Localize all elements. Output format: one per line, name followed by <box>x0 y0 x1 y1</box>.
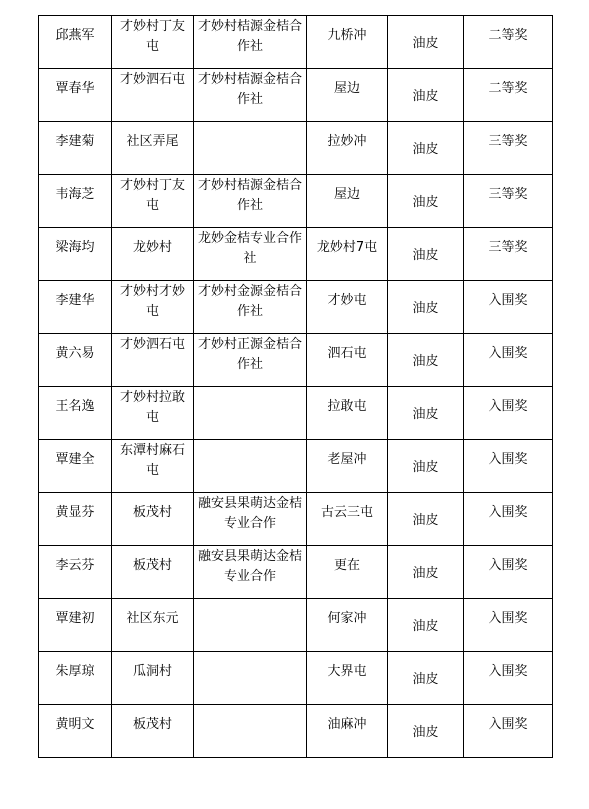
award-cell: 入围奖 <box>464 440 553 493</box>
cooperative-cell: 融安县果萌达金桔专业合作 <box>194 493 307 546</box>
name-cell: 李云芬 <box>39 546 112 599</box>
orchard-site-cell: 大界屯 <box>307 652 388 705</box>
award-cell: 入围奖 <box>464 652 553 705</box>
name-cell: 黄明文 <box>39 705 112 758</box>
cooperative-cell: 才妙村正源金桔合作社 <box>194 334 307 387</box>
orchard-site-cell: 拉敢屯 <box>307 387 388 440</box>
orchard-site-cell: 古云三屯 <box>307 493 388 546</box>
table-row <box>39 387 553 440</box>
cooperative-cell <box>194 122 307 175</box>
cooperative-cell <box>194 652 307 705</box>
award-cell: 入围奖 <box>464 334 553 387</box>
orchard-site-cell: 何家冲 <box>307 599 388 652</box>
cooperative-cell <box>194 705 307 758</box>
village-cell: 东潭村麻石屯 <box>112 440 194 493</box>
name-cell: 覃建初 <box>39 599 112 652</box>
name-cell: 李建菊 <box>39 122 112 175</box>
orchard-site-cell: 龙妙村7屯 <box>307 228 388 281</box>
name-cell: 覃春华 <box>39 69 112 122</box>
cooperative-cell <box>194 387 307 440</box>
award-cell: 三等奖 <box>464 122 553 175</box>
name-cell: 黄显芬 <box>39 493 112 546</box>
award-cell: 入围奖 <box>464 599 553 652</box>
award-cell: 入围奖 <box>464 387 553 440</box>
village-cell: 社区东元 <box>112 599 194 652</box>
village-cell: 社区弄尾 <box>112 122 194 175</box>
variety-cell: 油皮 <box>388 387 464 440</box>
variety-cell: 油皮 <box>388 652 464 705</box>
village-cell: 板茂村 <box>112 493 194 546</box>
award-cell: 二等奖 <box>464 16 553 69</box>
table-row <box>39 493 553 546</box>
variety-cell: 油皮 <box>388 122 464 175</box>
variety-cell: 油皮 <box>388 546 464 599</box>
award-cell: 三等奖 <box>464 228 553 281</box>
orchard-site-cell: 屋边 <box>307 69 388 122</box>
table-row <box>39 334 553 387</box>
cooperative-cell: 才妙村桔源金桔合作社 <box>194 69 307 122</box>
cooperative-cell: 融安县果萌达金桔专业合作 <box>194 546 307 599</box>
variety-cell: 油皮 <box>388 69 464 122</box>
cooperative-cell <box>194 599 307 652</box>
cooperative-cell: 才妙村金源金桔合作社 <box>194 281 307 334</box>
table-row <box>39 546 553 599</box>
name-cell: 李建华 <box>39 281 112 334</box>
name-cell: 韦海芝 <box>39 175 112 228</box>
village-cell: 板茂村 <box>112 705 194 758</box>
village-cell: 才妙泗石屯 <box>112 334 194 387</box>
variety-cell: 油皮 <box>388 705 464 758</box>
orchard-site-cell: 拉妙冲 <box>307 122 388 175</box>
orchard-site-cell: 老屋冲 <box>307 440 388 493</box>
cooperative-cell: 才妙村桔源金桔合作社 <box>194 16 307 69</box>
name-cell: 黄六易 <box>39 334 112 387</box>
variety-cell: 油皮 <box>388 493 464 546</box>
orchard-site-cell: 九桥冲 <box>307 16 388 69</box>
name-cell: 覃建全 <box>39 440 112 493</box>
table-row <box>39 16 553 69</box>
table-row <box>39 281 553 334</box>
orchard-site-cell: 才妙屯 <box>307 281 388 334</box>
table-row <box>39 705 553 758</box>
village-cell: 瓜洞村 <box>112 652 194 705</box>
award-table-body <box>39 16 553 758</box>
village-cell: 才妙村丁友屯 <box>112 16 194 69</box>
orchard-site-cell: 屋边 <box>307 175 388 228</box>
orchard-site-cell: 泗石屯 <box>307 334 388 387</box>
name-cell: 朱厚琼 <box>39 652 112 705</box>
table-row <box>39 652 553 705</box>
orchard-site-cell: 油麻冲 <box>307 705 388 758</box>
village-cell: 才妙村丁友屯 <box>112 175 194 228</box>
award-cell: 入围奖 <box>464 493 553 546</box>
variety-cell: 油皮 <box>388 281 464 334</box>
table-row <box>39 599 553 652</box>
cooperative-cell <box>194 440 307 493</box>
award-cell: 三等奖 <box>464 175 553 228</box>
award-table <box>38 15 553 758</box>
village-cell: 才妙村拉敢屯 <box>112 387 194 440</box>
table-row <box>39 69 553 122</box>
award-cell: 入围奖 <box>464 705 553 758</box>
cooperative-cell: 才妙村桔源金桔合作社 <box>194 175 307 228</box>
variety-cell: 油皮 <box>388 440 464 493</box>
cooperative-cell: 龙妙金桔专业合作社 <box>194 228 307 281</box>
village-cell: 才妙村才妙屯 <box>112 281 194 334</box>
variety-cell: 油皮 <box>388 16 464 69</box>
village-cell: 才妙泗石屯 <box>112 69 194 122</box>
variety-cell: 油皮 <box>388 228 464 281</box>
orchard-site-cell: 更在 <box>307 546 388 599</box>
table-row <box>39 228 553 281</box>
name-cell: 邱燕军 <box>39 16 112 69</box>
variety-cell: 油皮 <box>388 334 464 387</box>
village-cell: 板茂村 <box>112 546 194 599</box>
name-cell: 梁海均 <box>39 228 112 281</box>
award-cell: 入围奖 <box>464 546 553 599</box>
table-row <box>39 122 553 175</box>
name-cell: 王名逸 <box>39 387 112 440</box>
village-cell: 龙妙村 <box>112 228 194 281</box>
variety-cell: 油皮 <box>388 599 464 652</box>
variety-cell: 油皮 <box>388 175 464 228</box>
table-row <box>39 175 553 228</box>
award-cell: 入围奖 <box>464 281 553 334</box>
table-row <box>39 440 553 493</box>
award-cell: 二等奖 <box>464 69 553 122</box>
